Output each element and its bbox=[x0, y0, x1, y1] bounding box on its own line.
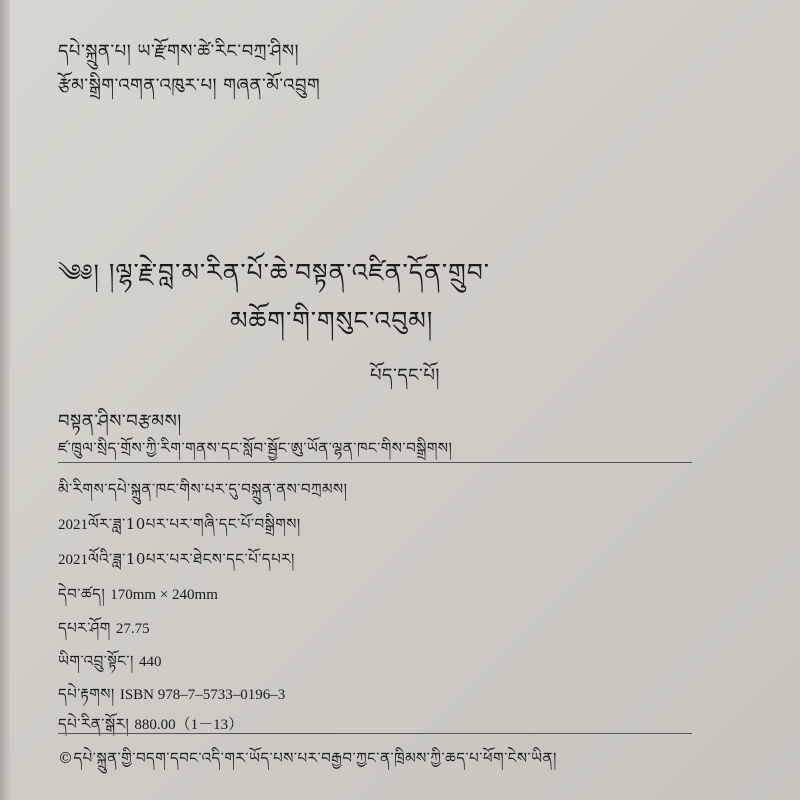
size-value: 170mm × 240mm bbox=[110, 587, 218, 603]
wordcount-value: 440 bbox=[138, 654, 162, 670]
author-credit: བསྟན་ཤིས་བརྩམས། bbox=[58, 411, 182, 432]
divider-bottom bbox=[58, 733, 692, 734]
press-line: མི་རིགས་དཔེ་སྐྲུན་ཁང་གིས་པར་དུ་བསྐྲུན་ནས་བཀྲམས། bbox=[58, 480, 348, 498]
price-label: དཔེ་རིན་སྒོར། bbox=[58, 715, 130, 733]
sheets-label: དཔར་ཤོག bbox=[58, 619, 111, 637]
divider-top bbox=[58, 462, 692, 463]
title-text-1: །ལྷ་རྗེ་བླ་མ་རིན་པོ་ཆེ་བསྟན་འཛིན་དོན་གྲུབ་ bbox=[108, 258, 490, 287]
copyright-notice: ©དཔེ་སྐྲུན་གྱི་བདག་དབང་འདི་གར་ཡོད་པས་པར་བརྒྱབ་ཀྱང་ན་ཁྲིམས་ཀྱི་ཆད་པ་ཕོག་ངེས་ཡིན། bbox=[58, 749, 557, 767]
edition-year: 2021 bbox=[58, 517, 88, 533]
printing-year: 2021 bbox=[58, 552, 88, 568]
volume-label: པོད་དང་པོ། bbox=[370, 365, 440, 386]
page-edge-shadow bbox=[0, 0, 10, 800]
edition-text: ལོར་ཟླ་10པར་པར་གཞི་དང་པོ་བསྒྲིགས། bbox=[88, 515, 301, 533]
editor-credit: རྩོམ་སྒྲིག་འགན་འཁུར་པ། གཞན་མོ་འབྲུག bbox=[58, 75, 321, 96]
printing-text: ལོའི་ཟླ་10པར་པར་ཐེངས་དང་པོ་དཔར། bbox=[88, 550, 295, 568]
title-ornament: ༄༅། bbox=[58, 259, 100, 287]
publisher-credit: དཔེ་སྐྲུན་པ། ཡ་རྫོགས་ཚེ་རིང་བཀྲ་ཤིས། bbox=[58, 41, 299, 62]
size-label: དེབ་ཚད། bbox=[58, 585, 106, 603]
colophon-page bbox=[10, 0, 800, 800]
isbn-label: དཔེ་རྟགས། bbox=[58, 685, 115, 703]
sheets-value: 27.75 bbox=[115, 621, 150, 637]
isbn-value: ISBN 978–7–5733–0196–3 bbox=[119, 687, 286, 703]
wordcount-label: ཡིག་འབྲུ་སྟོང་། bbox=[58, 652, 134, 670]
price-value: 880.00（1－13） bbox=[134, 717, 244, 733]
compiler-credit: ཛ་ཁྲུལ་སྲིད་གྲོས་ཀྱི་རིག་གནས་དང་སློབ་སྦྱོང་ཨུ་ཡོན་ལྷན་ཁང་གིས་བསྒྲིགས། bbox=[58, 439, 453, 457]
book-title-line2: མཆོག་གི་གསུང་འབུམ། bbox=[230, 306, 434, 335]
